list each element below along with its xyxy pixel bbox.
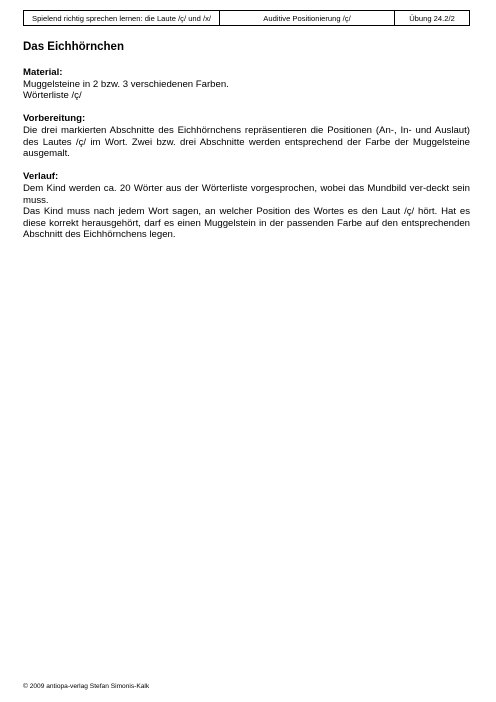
material-line: Wörterliste /ç/ (23, 90, 82, 102)
verlauf-paragraph: Das Kind muss nach jedem Wort sagen, an welcher Position des Wortes es den Laut /ç/ hört. Hat es diese korrekt herausgehört, darf es einen Muggelstein in der passenden Farbe auf den entsprechenden Abschnitt des Eichhörnchens legen. (23, 206, 470, 241)
section-material (23, 67, 470, 102)
header-topic: Auditive Positionierung /ç/ (220, 11, 395, 25)
verlauf-paragraph: Dem Kind werden ca. 20 Wörter aus der Wörterliste vorgesprochen, wobei das Mundbild ver-deckt sein muss. (23, 182, 470, 206)
section-heading-material: Material: (23, 67, 63, 78)
header-series: Spielend richtig sprechen lernen: die Laute /ç/ und /x/ (24, 11, 220, 25)
section-verlauf (23, 171, 470, 241)
copyright-footer: © 2009 antiopa-verlag Stefan Simonis-Kalk (23, 683, 150, 690)
document-body (23, 67, 470, 253)
material-line: Muggelsteine in 2 bzw. 3 verschiedenen Farben. (23, 78, 229, 90)
header-table (23, 10, 470, 26)
section-heading-vorbereitung: Vorbereitung: (23, 113, 86, 125)
header-exercise-number: Übung 24.2/2 (409, 13, 455, 23)
page-title: Das Eichhörnchen (23, 41, 124, 53)
vorbereitung-text: Die drei markierten Abschnitte des Eichhörnchens repräsentieren die Positionen (An-, In- und Auslaut) des Lautes /ç/ im Wort. Zwei bzw. drei Abschnitte werden entsprechend der Farbe der Muggelsteine ausgemalt. (23, 124, 470, 160)
section-vorbereitung (23, 113, 470, 159)
section-heading-verlauf: Verlauf: (23, 171, 59, 183)
